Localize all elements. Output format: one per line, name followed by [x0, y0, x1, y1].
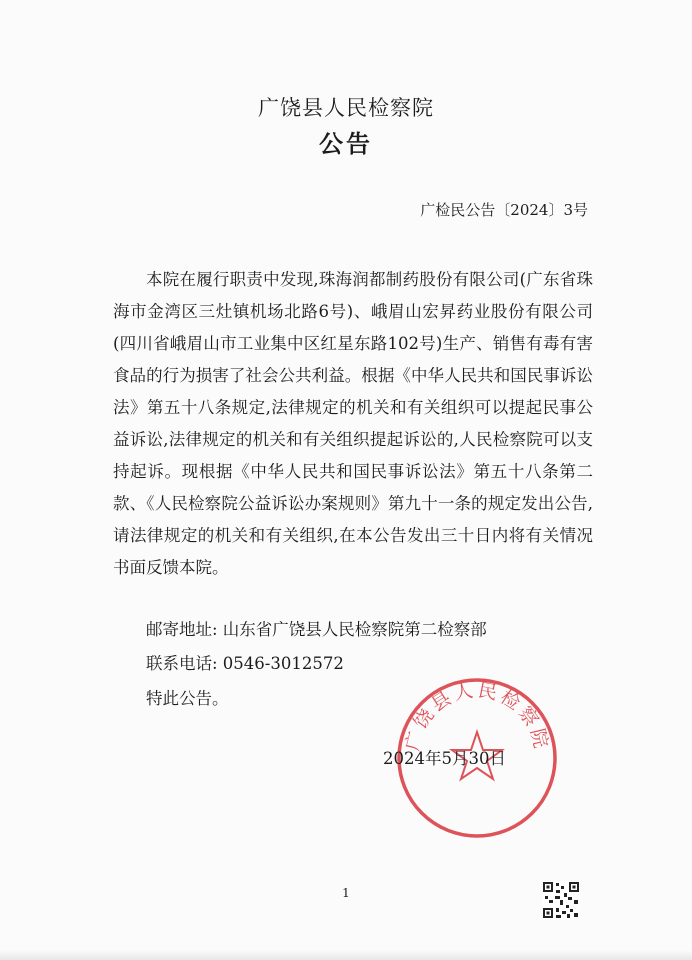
issuing-organization: 广饶县人民检察院 — [258, 96, 434, 120]
contact-phone: 联系电话: 0546-3012572 — [146, 654, 344, 673]
mailing-address: 邮寄地址: 山东省广饶县人民检察院第二检察部 — [146, 620, 487, 639]
page-number: 1 — [342, 886, 350, 900]
qr-code-icon — [542, 881, 580, 919]
issue-date: 2024年5月30日 — [383, 749, 506, 768]
svg-text:广饶县人民检察院: 广饶县人民检察院 — [401, 679, 553, 754]
document-number: 广检民公告〔2024〕3号 — [420, 201, 588, 219]
notice-body-paragraph: 本院在履行职责中发现,珠海润都制药股份有限公司(广东省珠海市金湾区三灶镇机场北路6号)、峨眉山宏昇药业股份有限公司(四川省峨眉山市工业集中区红星东路102号)生产、销售有毒有害食品的行为损害了社会公共利益。根据《中华人民共和国民事诉讼法》第五十八条规定,法律规定的机关和有关组织可以提起民事公益诉讼,法律规定的机关和有关组织提起诉讼的,人民检察院可以支持起诉。现根据《中华人民共和国民事诉讼法》第五十八条第二款、《人民检察院公益诉讼办案规则》第九十一条的规定发出公告,请法律规定的机关和有关组织,在本公告发出三十日内将有关情况书面反馈本院。 — [113, 270, 593, 577]
document-title: 公告 — [319, 130, 373, 158]
closing-phrase: 特此公告。 — [146, 689, 229, 708]
page-edge-shadow — [0, 950, 692, 960]
